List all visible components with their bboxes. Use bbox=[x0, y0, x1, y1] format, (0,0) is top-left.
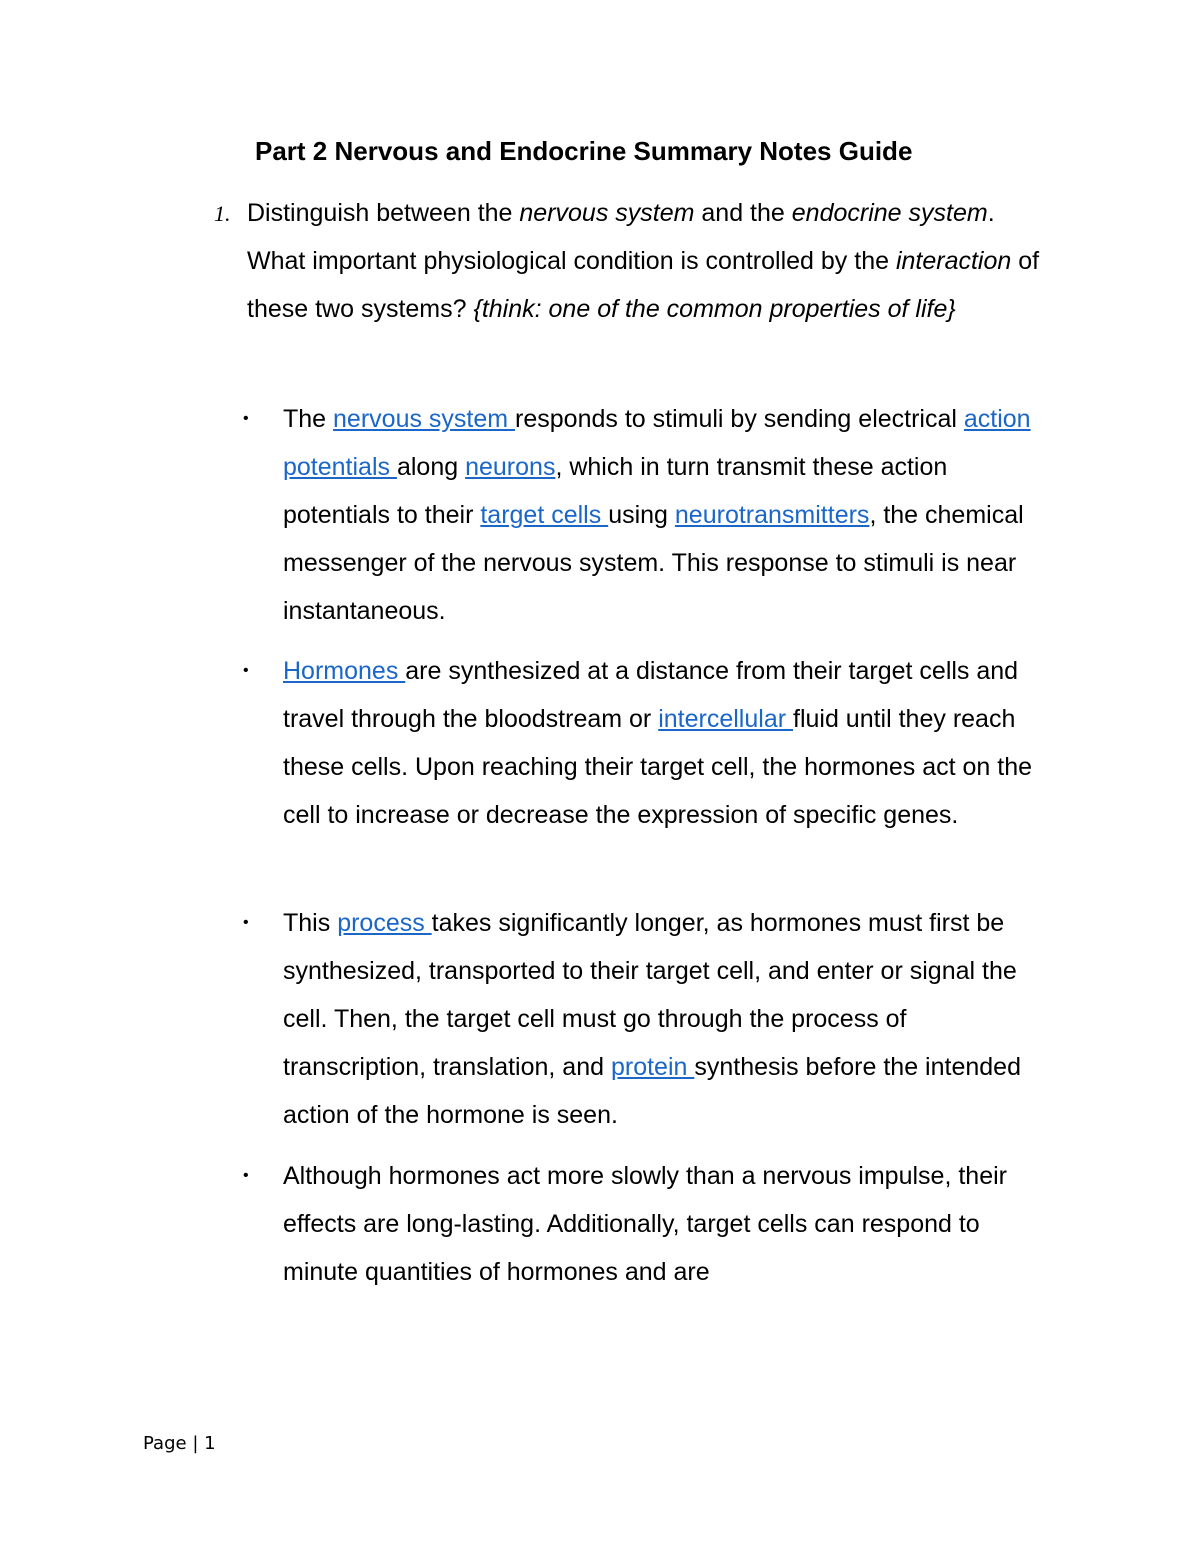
question-hint: {think: one of the common properties of life} bbox=[473, 295, 956, 323]
term-endocrine-system: endocrine system bbox=[791, 199, 988, 227]
link-target-cells[interactable]: target cells bbox=[480, 501, 609, 529]
bullet-paragraph: The nervous system responds to stimuli by sending electrical action potentials along neurons, which in turn transmit these action potentials to their target cells using neurotransmitters, the chemical messenger of the nervous system. This response to stimuli is near instantaneous. bbox=[283, 405, 1031, 625]
link-hormones[interactable]: Hormones bbox=[283, 657, 406, 685]
bullet-icon: • bbox=[243, 914, 249, 931]
bullet-icon: • bbox=[243, 410, 249, 427]
bullet-paragraph: Although hormones act more slowly than a nervous impulse, their effects are long-lasting. Additionally, target cells can respond to minute quantities of hormones and are bbox=[283, 1162, 1007, 1286]
link-action-potentials[interactable]: action potentials bbox=[283, 405, 1031, 481]
page-separator: | bbox=[192, 1433, 199, 1454]
page-label: Page bbox=[143, 1433, 187, 1454]
bullet-paragraph: Hormones are synthesized at a distance from their target cells and travel through the bloodstream or intercellular fluid until they reach these cells. Upon reaching their target cell, the hormones act on the cell to increase or decrease the expression of specific genes. bbox=[283, 657, 1033, 829]
question-number: 1. bbox=[214, 201, 231, 226]
term-nervous-system: nervous system bbox=[519, 199, 695, 227]
question-text: Distinguish between the nervous system and the endocrine system. What important physiological condition is controlled by the interaction of these two systems? {think: one of the common properties of life} bbox=[247, 199, 1040, 323]
page-footer bbox=[143, 1430, 216, 1458]
page-number: 1 bbox=[204, 1433, 216, 1454]
link-intercellular[interactable]: intercellular bbox=[658, 705, 793, 733]
bullet-icon: • bbox=[243, 1167, 249, 1184]
page-title: Part 2 Nervous and Endocrine Summary Notes Guide bbox=[255, 136, 913, 166]
link-process[interactable]: process bbox=[337, 909, 432, 937]
link-nervous-system[interactable]: nervous system bbox=[333, 405, 516, 433]
term-interaction: interaction bbox=[895, 247, 1012, 275]
link-neurotransmitters[interactable]: neurotransmitters bbox=[674, 501, 870, 529]
link-protein[interactable]: protein bbox=[610, 1053, 695, 1081]
bullet-icon: • bbox=[243, 662, 249, 679]
bullet-paragraph: This process takes significantly longer, as hormones must first be synthesized, transported to their target cell, and enter or signal the cell. Then, the target cell must go through the process of transcription, translation, and protein synthesis before the intended action of the hormone is seen. bbox=[283, 909, 1021, 1129]
link-neurons[interactable]: neurons bbox=[465, 453, 556, 481]
